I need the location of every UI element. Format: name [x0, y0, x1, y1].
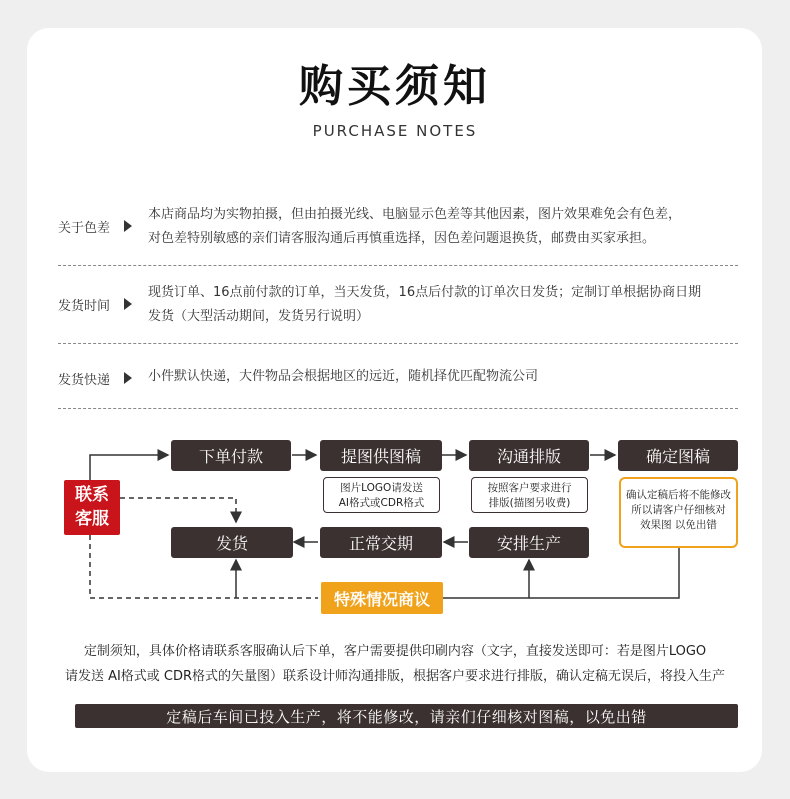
- connector: [90, 455, 168, 480]
- footer-line: 定制须知，具体价格请联系客服确认后下单，客户需要提供印刷内容（文字，直接发送即可：若是图片LOGO: [83, 644, 707, 659]
- page-subtitle: PURCHASE NOTES: [312, 122, 478, 140]
- note-confirm-warning: [619, 477, 738, 548]
- note-label: 发货时间: [58, 299, 111, 314]
- step-normal-delivery: 正常交期: [320, 527, 442, 558]
- step-ship: 发货: [171, 527, 293, 558]
- page-title: 购买须知: [299, 61, 491, 112]
- note-line: 所以请客户仔细核对: [631, 504, 726, 516]
- step-confirm-artwork: 确定图稿: [618, 440, 738, 471]
- warning-banner: 定稿后车间已投入生产，将不能修改，请亲们仔细核对图稿，以免出错: [75, 704, 738, 728]
- note-line: 图片LOGO请发送: [340, 482, 423, 494]
- step-provide-artwork: 提图供图稿: [320, 440, 442, 471]
- contact-line: 客服: [75, 509, 109, 529]
- special-negotiation-box: 特殊情况商议: [321, 582, 443, 614]
- note-line: 排版(描图另收费): [488, 497, 571, 509]
- note-line: AI格式或CDR格式: [338, 497, 425, 509]
- step-order-pay: 下单付款: [171, 440, 291, 471]
- step-arrange-production: 安排生产: [469, 527, 589, 558]
- note-line: 确认定稿后将不能修改: [626, 489, 731, 501]
- footer-line: 请发送 AI格式或 CDR格式的矢量图）联系设计师沟通排版，根据客户要求进行排版，确认定稿无误后，将投入生产: [64, 669, 726, 684]
- note-line: 对色差特别敏感的亲们请客服沟通后再慎重选择，因色差问题退换货，邮费由买家承担。: [148, 231, 656, 246]
- step-layout-discuss: 沟通排版: [469, 440, 589, 471]
- note-line: 按照客户要求进行: [487, 482, 572, 494]
- note-layout-rule: [471, 477, 588, 513]
- note-label: 关于色差: [58, 221, 111, 236]
- note-label: 发货快递: [58, 373, 111, 388]
- note-line: 小件默认快递，大件物品会根据地区的远近，随机择优匹配物流公司: [148, 369, 539, 384]
- note-line: 本店商品均为实物拍摄，但由拍摄光线、电脑显示色差等其他因素，图片效果难免会有色差，: [148, 207, 682, 222]
- note-logo-format: [323, 477, 440, 513]
- contact-service-box: [64, 480, 120, 535]
- note-line: 发货（大型活动期间，发货另行说明）: [148, 309, 370, 324]
- contact-line: 联系: [75, 485, 109, 505]
- dashed-connector: [120, 498, 236, 522]
- note-line: 现货订单、16点前付款的订单，当天发货，16点后付款的订单次日发货；定制订单根据协商日期: [148, 285, 702, 300]
- note-line: 效果图 以免出错: [640, 519, 717, 531]
